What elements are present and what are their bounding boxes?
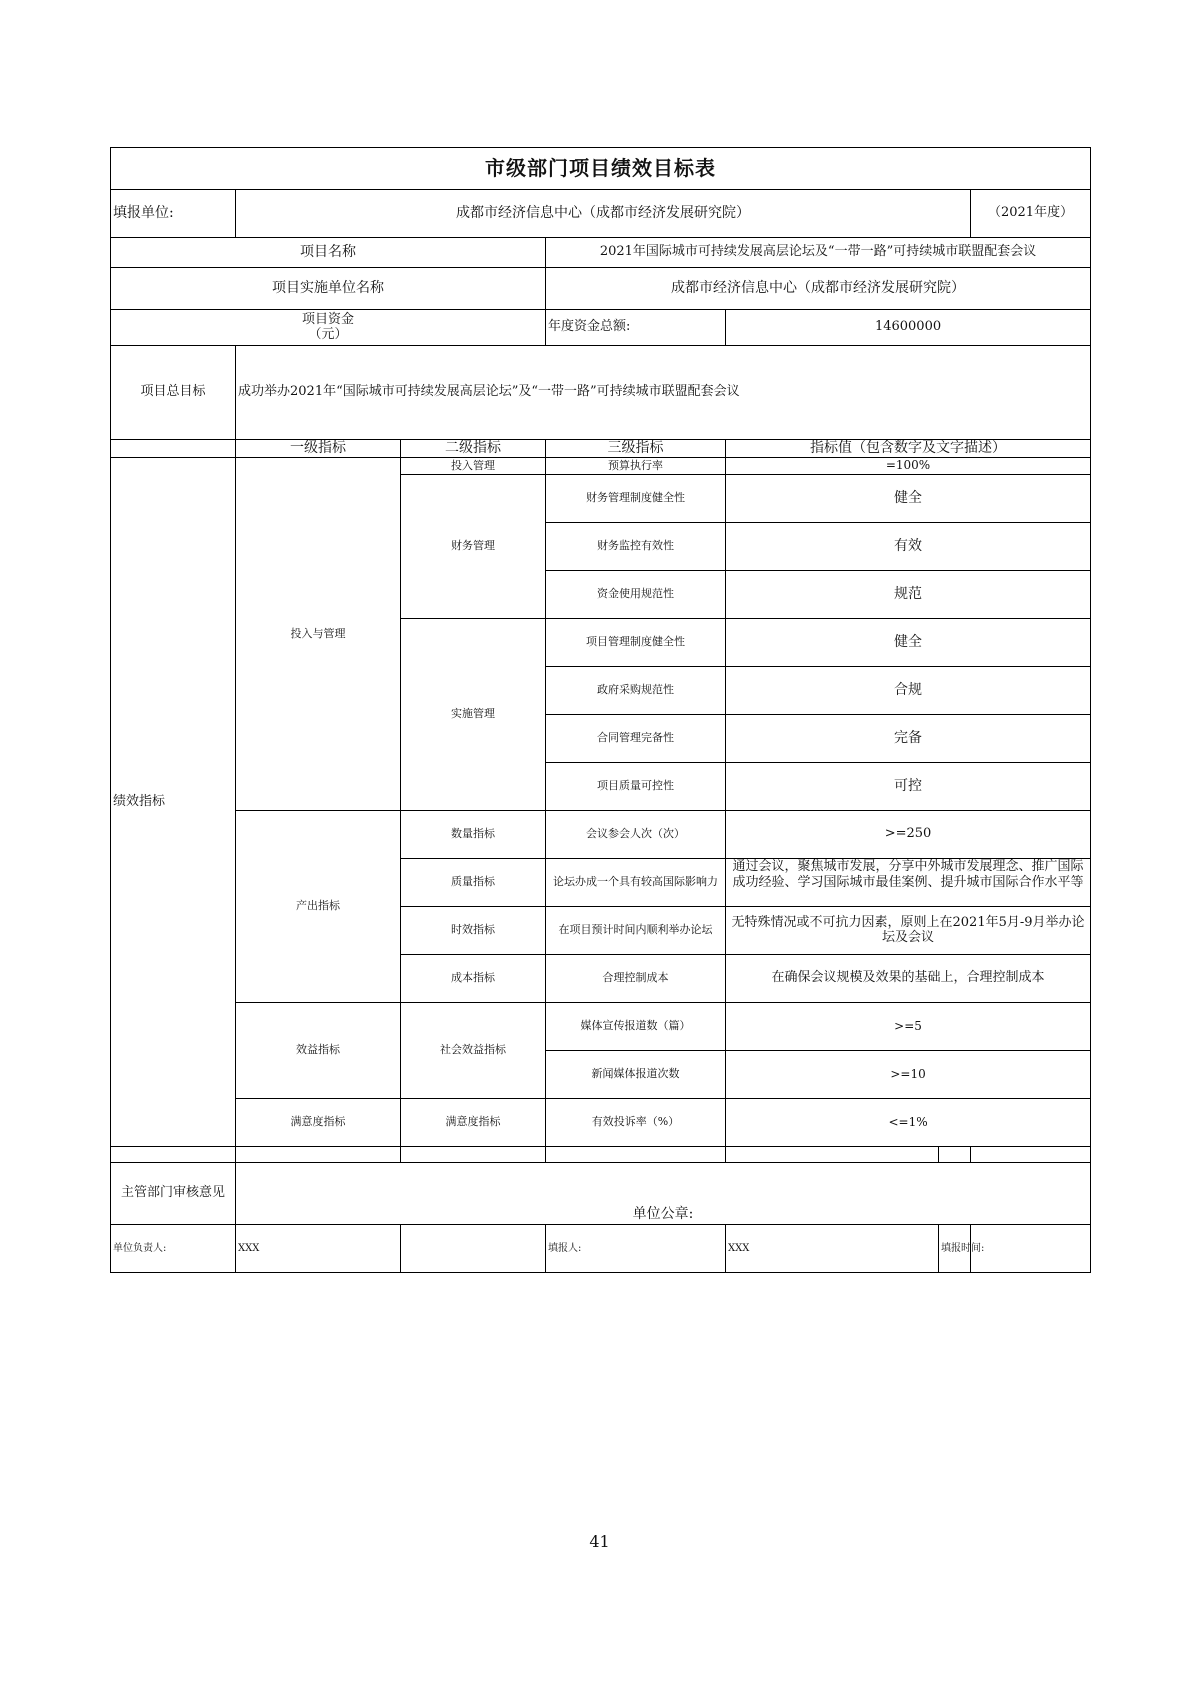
level3-cell: 论坛办成一个具有较高国际影响力 bbox=[546, 859, 726, 907]
level3-cell: 在项目预计时间内顺利举办论坛 bbox=[546, 907, 726, 955]
project-name-label: 项目名称 bbox=[111, 238, 546, 268]
header-value: 指标值（包含数字及文字描述） bbox=[726, 440, 1091, 458]
level3-cell: 有效投诉率（%） bbox=[546, 1099, 726, 1147]
value-cell: 完备 bbox=[726, 715, 1091, 763]
header-level1: 一级指标 bbox=[236, 440, 401, 458]
seal-label: 单位公章: bbox=[236, 1163, 1091, 1225]
impl-unit-label: 项目实施单位名称 bbox=[111, 268, 546, 310]
performance-target-table bbox=[110, 147, 1091, 1273]
value-cell: 合规 bbox=[726, 667, 1091, 715]
level2-finance-mgmt: 财务管理 bbox=[401, 475, 546, 619]
fund-total-label: 年度资金总额: bbox=[546, 310, 726, 346]
level2-timeliness: 时效指标 bbox=[401, 907, 546, 955]
date-label: 填报时间: bbox=[939, 1225, 971, 1273]
level3-cell: 合同管理完备性 bbox=[546, 715, 726, 763]
fund-label-line2: （元） bbox=[308, 326, 348, 342]
blank-cell bbox=[401, 1225, 546, 1273]
blank-cell bbox=[111, 1147, 236, 1163]
perf-indicator-label: 绩效指标 bbox=[111, 458, 236, 1147]
level3-cell: 项目管理制度健全性 bbox=[546, 619, 726, 667]
level1-input-management: 投入与管理 bbox=[236, 458, 401, 811]
unit-label: 填报单位: bbox=[111, 190, 236, 238]
impl-unit-value: 成都市经济信息中心（成都市经济发展研究院） bbox=[546, 268, 1091, 310]
level2-impl-mgmt: 实施管理 bbox=[401, 619, 546, 811]
level1-output: 产出指标 bbox=[236, 811, 401, 1003]
level3-cell: 政府采购规范性 bbox=[546, 667, 726, 715]
head-value: XXX bbox=[236, 1225, 401, 1273]
value-cell: 有效 bbox=[726, 523, 1091, 571]
goal-label: 项目总目标 bbox=[111, 346, 236, 440]
project-name-value: 2021年国际城市可持续发展高层论坛及“一带一路”可持续城市联盟配套会议 bbox=[546, 238, 1091, 268]
head-label: 单位负责人: bbox=[111, 1225, 236, 1273]
blank-cell bbox=[939, 1147, 971, 1163]
value-cell: <=1% bbox=[726, 1099, 1091, 1147]
level3-cell: 财务监控有效性 bbox=[546, 523, 726, 571]
level3-cell: 媒体宣传报道数（篇） bbox=[546, 1003, 726, 1051]
value-cell: 健全 bbox=[726, 475, 1091, 523]
filler-value: XXX bbox=[726, 1225, 939, 1273]
unit-value: 成都市经济信息中心（成都市经济发展研究院） bbox=[236, 190, 971, 238]
header-level3: 三级指标 bbox=[546, 440, 726, 458]
header-level2: 二级指标 bbox=[401, 440, 546, 458]
value-cell: >=10 bbox=[726, 1051, 1091, 1099]
level3-cell: 资金使用规范性 bbox=[546, 571, 726, 619]
level2-input-mgmt: 投入管理 bbox=[401, 458, 546, 475]
level2-cost: 成本指标 bbox=[401, 955, 546, 1003]
level2-quantity: 数量指标 bbox=[401, 811, 546, 859]
level3-cell: 财务管理制度健全性 bbox=[546, 475, 726, 523]
value-cell: 无特殊情况或不可抗力因素，原则上在2021年5月-9月举办论坛及会议 bbox=[726, 907, 1091, 955]
level3-cell: 合理控制成本 bbox=[546, 955, 726, 1003]
filler-label: 填报人: bbox=[546, 1225, 726, 1273]
form-title: 市级部门项目绩效目标表 bbox=[111, 148, 1091, 190]
level3-cell: 会议参会人次（次） bbox=[546, 811, 726, 859]
goal-value: 成功举办2021年“国际城市可持续发展高层论坛”及“一带一路”可持续城市联盟配套会议 bbox=[236, 346, 1091, 440]
year-label: （2021年度） bbox=[971, 190, 1091, 238]
blank-cell bbox=[401, 1147, 546, 1163]
level2-quality: 质量指标 bbox=[401, 859, 546, 907]
value-cell: 在确保会议规模及效果的基础上，合理控制成本 bbox=[726, 955, 1091, 1003]
blank-cell bbox=[726, 1147, 939, 1163]
fund-total-value: 14600000 bbox=[726, 310, 1091, 346]
level1-benefit: 效益指标 bbox=[236, 1003, 401, 1099]
level3-cell: 项目质量可控性 bbox=[546, 763, 726, 811]
level3-cell: 新闻媒体报道次数 bbox=[546, 1051, 726, 1099]
date-value bbox=[971, 1225, 1091, 1273]
value-cell: 可控 bbox=[726, 763, 1091, 811]
level3-cell: 预算执行率 bbox=[546, 458, 726, 475]
level1-satisfaction: 满意度指标 bbox=[236, 1099, 401, 1147]
value-cell: >=250 bbox=[726, 811, 1091, 859]
value-cell: 通过会议，聚焦城市发展，分享中外城市发展理念、推广国际成功经验、学习国际城市最佳案例、提升城市国际合作水平等 bbox=[726, 859, 1091, 907]
blank-cell bbox=[236, 1147, 401, 1163]
value-cell: =100% bbox=[726, 458, 1091, 475]
fund-label-line1: 项目资金 bbox=[301, 311, 354, 327]
page-number: 41 bbox=[589, 1532, 610, 1551]
value-cell: >=5 bbox=[726, 1003, 1091, 1051]
level2-social-benefit: 社会效益指标 bbox=[401, 1003, 546, 1099]
blank-cell bbox=[546, 1147, 726, 1163]
level2-satisfaction: 满意度指标 bbox=[401, 1099, 546, 1147]
value-cell: 规范 bbox=[726, 571, 1091, 619]
fund-label bbox=[111, 310, 546, 346]
value-cell: 健全 bbox=[726, 619, 1091, 667]
blank-cell bbox=[111, 440, 236, 458]
review-label: 主管部门审核意见 bbox=[111, 1163, 236, 1225]
blank-cell bbox=[971, 1147, 1091, 1163]
